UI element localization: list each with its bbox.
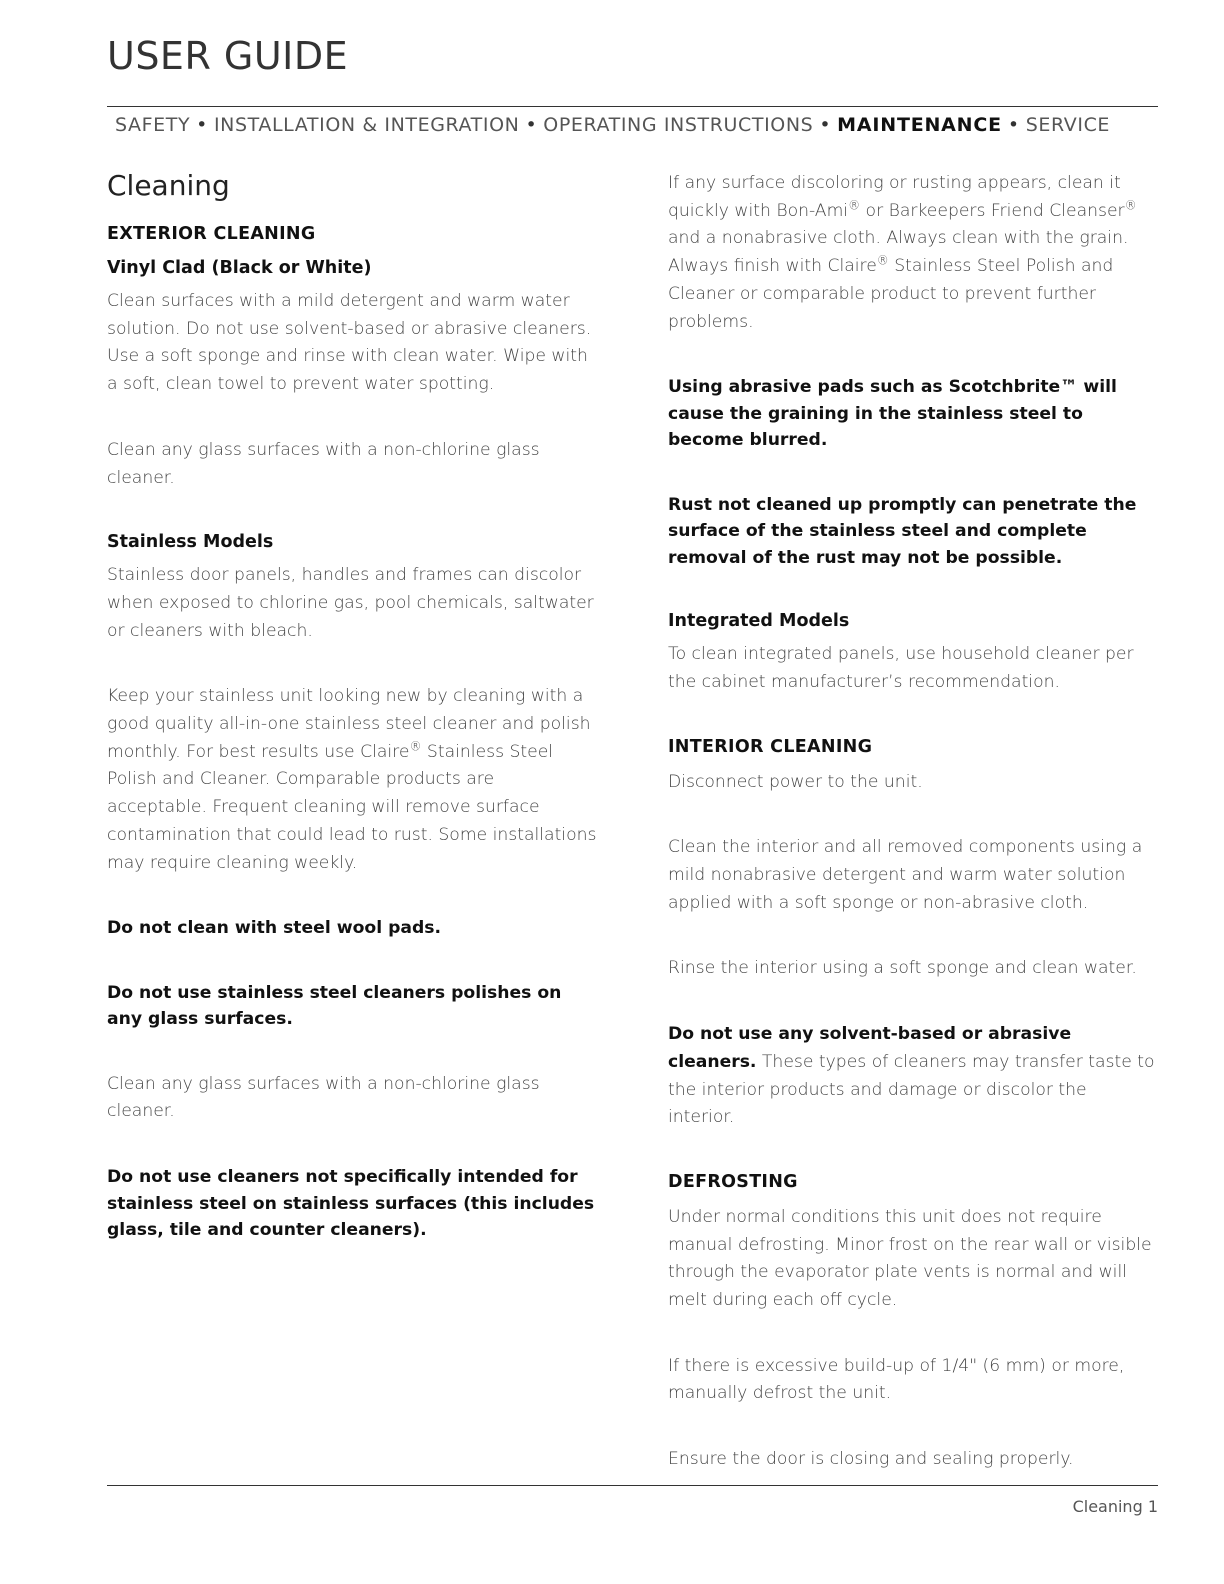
rust-paragraph (668, 170, 1158, 336)
registered-mark: ® (876, 253, 889, 268)
interior-cleaning-heading: INTERIOR CLEANING (668, 736, 873, 757)
interior-warning (668, 1021, 1158, 1132)
interior-paragraph-3: Rinse the interior using a soft sponge and clean water. (668, 958, 1137, 979)
nav-item-service[interactable]: SERVICE (1025, 114, 1111, 136)
vinyl-paragraph-2: Clean any glass surfaces with a non-chlorine glass cleaner. (107, 439, 540, 488)
defrost-paragraph-3: Ensure the door is closing and sealing properly. (668, 1449, 1074, 1470)
stainless-paragraph-2-text-a: Keep your stainless unit looking new by cleaning with a good quality all-in-one stainless steel cleaner and polish monthly. For best results use Claire (107, 686, 591, 762)
nav-separator: • (1007, 114, 1020, 136)
stainless-paragraph-2 (107, 683, 597, 877)
stainless-paragraph-2-text-b: Stainless Steel Polish and Cleaner. Comparable products are acceptable. Frequent cleaning will remove surface contamination that could lead to rust. Some installations may require cleaning weekly. (107, 741, 597, 873)
registered-mark: ® (1124, 197, 1137, 212)
interior-warning-rest: These types of cleaners may transfer taste to the interior products and damage or discolor the interior. (668, 1051, 1155, 1128)
left-column (107, 168, 597, 1282)
document-title: USER GUIDE (107, 34, 349, 78)
defrosting-heading: DEFROSTING (668, 1171, 798, 1192)
nav-item-maintenance[interactable]: MAINTENANCE (837, 114, 1002, 136)
nav-separator: • (196, 114, 208, 136)
footer-divider (107, 1485, 1158, 1486)
defrost-paragraph-2: If there is excessive build-up of 1/4" (6 mm) or more, manually defrost the unit. (668, 1355, 1125, 1404)
stainless-paragraph-1: Stainless door panels, handles and frames can discolor when exposed to chlorine gas, pool chemicals, saltwater or cleaners with bleach. (107, 565, 594, 641)
warning-cleaners: Do not use cleaners not specifically intended for stainless steel on stainless surfaces (this includes glass, tile and counter cleaners). (107, 1167, 595, 1241)
warning-abrasive-pads: Using abrasive pads such as Scotchbrite™ will cause the graining in the stainless steel to become blurred. (668, 377, 1117, 451)
warning-glass-surfaces: Do not use stainless steel cleaners polishes on any glass surfaces. (107, 982, 562, 1030)
nav-separator: • (525, 114, 538, 136)
nav-item-safety[interactable]: SAFETY (115, 114, 191, 136)
nav-item-installation[interactable]: INSTALLATION & INTEGRATION (213, 114, 520, 136)
exterior-cleaning-heading: EXTERIOR CLEANING (107, 224, 316, 244)
warning-rust: Rust not cleaned up promptly can penetrate the surface of the stainless steel and complete removal of the rust may not be possible. (668, 494, 1137, 568)
section-title: Cleaning (107, 169, 230, 202)
registered-mark: ® (409, 739, 422, 753)
defrost-paragraph-1: Under normal conditions this unit does not require manual defrosting. Minor frost on the rear wall or visible through the evaporator plate vents is normal and will melt during each off cycle. (668, 1206, 1152, 1311)
nav-separator: • (819, 114, 832, 136)
stainless-paragraph-3: Clean any glass surfaces with a non-chlorine glass cleaner. (107, 1073, 540, 1122)
warning-steel-wool: Do not clean with steel wool pads. (107, 918, 442, 939)
interior-paragraph-1: Disconnect power to the unit. (668, 771, 923, 792)
interior-paragraph-2: Clean the interior and all removed components using a mild nonabrasive detergent and warm water solution applied with a soft sponge or non-abrasive cloth. (668, 837, 1143, 913)
page-footer-label: Cleaning 1 (1072, 1497, 1158, 1516)
right-column (668, 170, 1158, 1512)
rust-paragraph-text-c: and a nonabrasive cloth. Always clean with the grain. Always finish with Claire (668, 228, 1129, 277)
section-nav (115, 114, 1158, 136)
integrated-models-heading: Integrated Models (668, 611, 850, 632)
vinyl-clad-heading: Vinyl Clad (Black or White) (107, 258, 372, 278)
interior-warning-bold: Do not use any solvent-based or abrasive cleaners. (668, 1024, 1072, 1072)
integrated-paragraph: To clean integrated panels, use household cleaner per the cabinet manufacturer’s recommendation. (668, 644, 1134, 692)
vinyl-paragraph-1: Clean surfaces with a mild detergent and warm water solution. Do not use solvent-based or abrasive cleaners. Use a soft sponge and rinse with clean water. Wipe with a soft, clean towel to prevent water spotting. (107, 291, 592, 395)
rust-paragraph-text-a: If any surface discoloring or rusting appears, clean it quickly with Bon-Ami (668, 173, 1121, 221)
registered-mark: ® (848, 197, 861, 212)
stainless-models-heading: Stainless Models (107, 532, 274, 553)
nav-item-operating[interactable]: OPERATING INSTRUCTIONS (543, 114, 814, 136)
header-divider (107, 106, 1158, 107)
rust-paragraph-text-d: Stainless Steel Polish and Cleaner or comparable product to prevent further problems. (668, 256, 1114, 332)
rust-paragraph-text-b: or Barkeepers Friend Cleanser (860, 200, 1125, 221)
